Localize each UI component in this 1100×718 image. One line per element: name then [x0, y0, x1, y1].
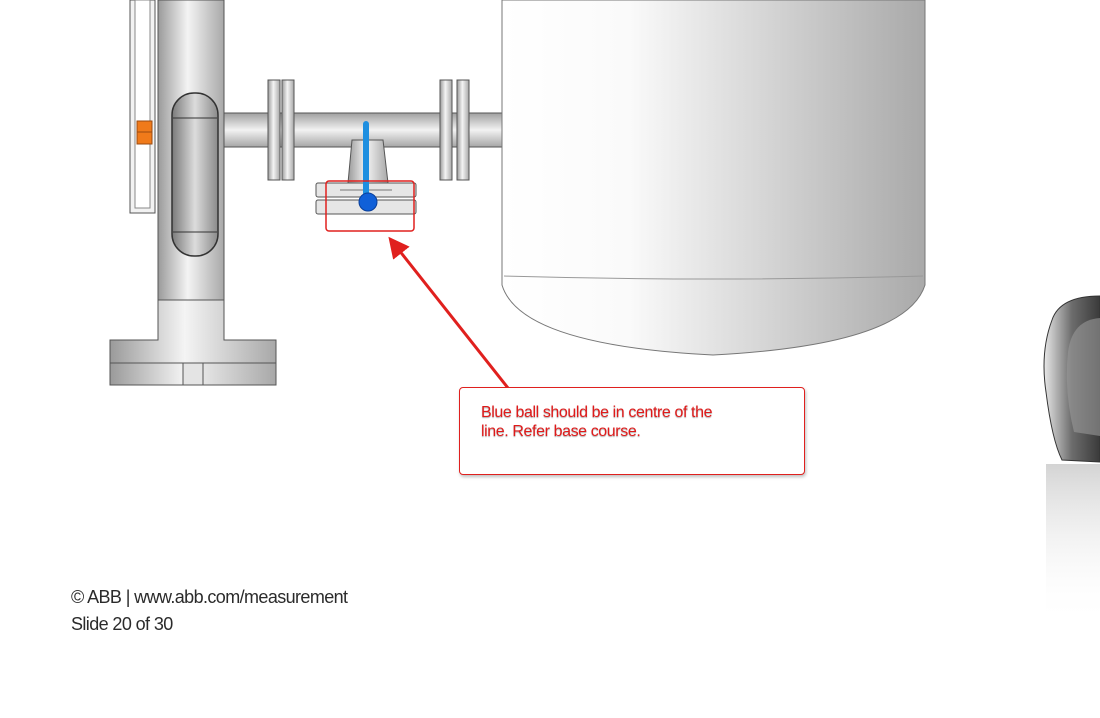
callout-text: [481, 403, 791, 441]
slide-number: Slide 20 of 30: [71, 614, 173, 634]
process-vessel: [502, 0, 925, 355]
blue-ball: [359, 193, 377, 211]
callout-line-1: Blue ball should be in centre of the: [481, 404, 713, 421]
callout-line-2: line. Refer base course.: [481, 423, 641, 440]
footer-copyright: © ABB | www.abb.com/measurement: [71, 587, 348, 607]
device-thumbnail: [1044, 296, 1100, 624]
annotation-callout: [459, 387, 805, 475]
flange-left-a: [268, 80, 280, 180]
vessel-body: [502, 0, 925, 355]
flange-right-a: [440, 80, 452, 180]
device-reflection: [1046, 464, 1100, 624]
flange-left-b: [282, 80, 294, 180]
gauge-glass-inner: [135, 0, 150, 208]
level-gauge: [110, 0, 276, 385]
base-flange-drain: [183, 363, 203, 385]
annotation-arrow: [391, 240, 508, 388]
flange-right-b: [457, 80, 469, 180]
slide-footer: [71, 584, 347, 638]
